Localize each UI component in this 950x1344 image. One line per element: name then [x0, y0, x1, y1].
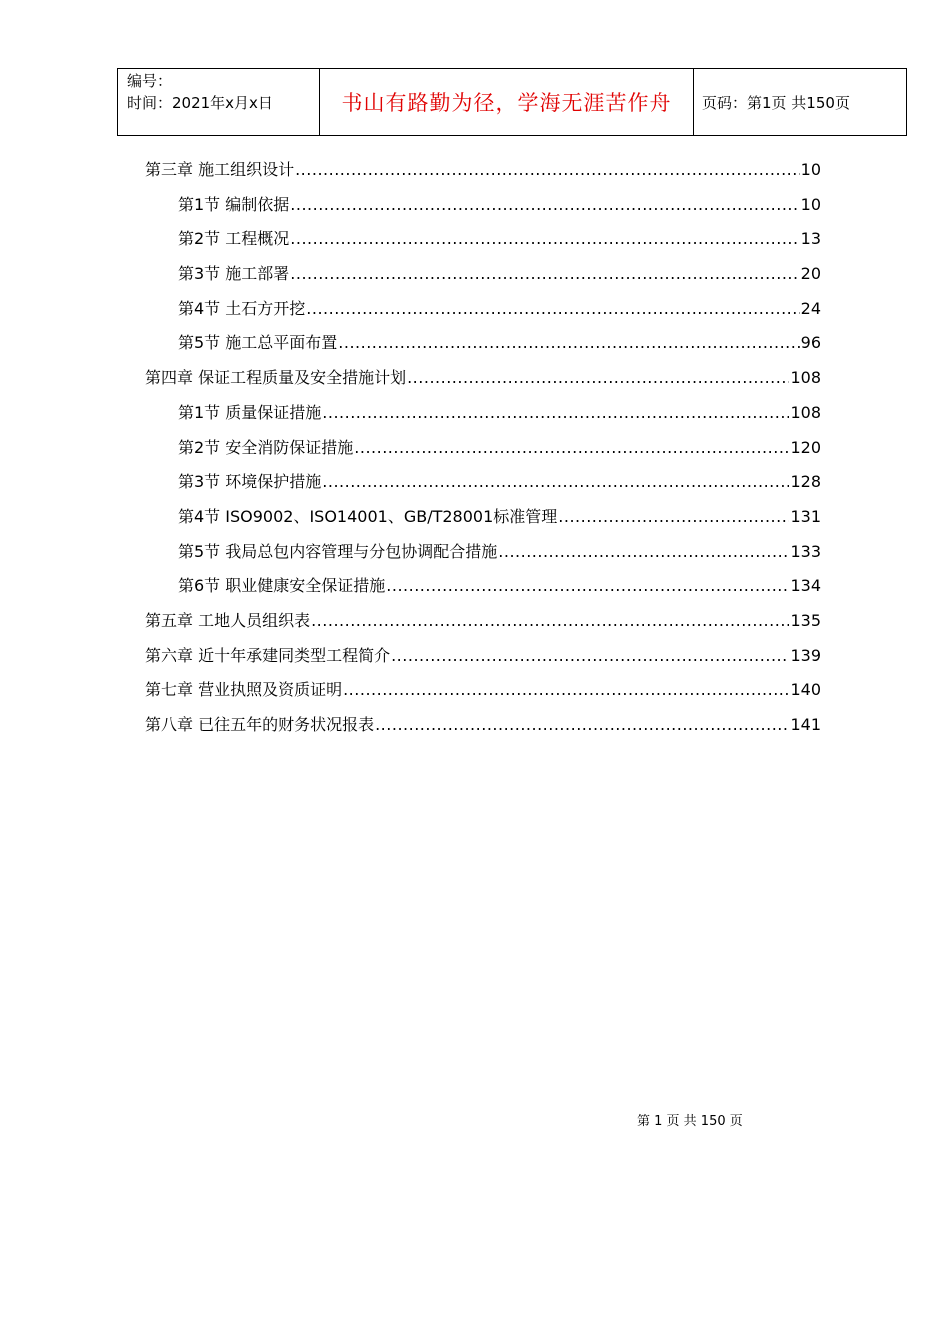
toc-chapter-entry[interactable] [145, 153, 821, 188]
toc-entry-title: 第6节 职业健康安全保证措施 [178, 576, 386, 596]
toc-entry-page: 13 [800, 229, 821, 249]
header-motto-cell [320, 69, 694, 136]
toc-section-entry[interactable] [145, 535, 821, 570]
toc-entry-title: 第4节 ISO9002、ISO14001、GB/T28001标准管理 [178, 506, 558, 526]
toc-section-entry[interactable] [145, 431, 821, 466]
toc-dot-leader [558, 500, 789, 535]
toc-dot-leader [407, 361, 789, 396]
toc-section-entry[interactable] [145, 257, 821, 292]
toc-dot-leader [338, 326, 799, 361]
toc-entry-page: 135 [790, 610, 821, 630]
toc-dot-leader [306, 292, 799, 327]
toc-dot-leader [498, 535, 789, 570]
page-footer: 第 1 页 共 150 页 [637, 1114, 743, 1129]
toc-dot-leader [343, 673, 789, 708]
toc-entry-page: 10 [800, 194, 821, 214]
toc-entry-page: 140 [790, 680, 821, 700]
toc-dot-leader [354, 431, 789, 466]
toc-chapter-entry[interactable] [145, 604, 821, 639]
toc-entry-title: 第四章 保证工程质量及安全措施计划 [145, 368, 407, 388]
toc-entry-page: 139 [790, 645, 821, 665]
toc-entry-title: 第2节 工程概况 [178, 229, 290, 249]
toc-entry-title: 第五章 工地人员组织表 [145, 610, 311, 630]
toc-entry-title: 第4节 土石方开挖 [178, 298, 306, 318]
toc-entry-page: 134 [790, 576, 821, 596]
toc-entry-title: 第3节 环境保护措施 [178, 472, 322, 492]
toc-entry-page: 133 [790, 541, 821, 561]
header-motto: 书山有路勤为径，学海无涯苦作舟 [341, 91, 672, 115]
toc-chapter-entry[interactable] [145, 673, 821, 708]
header-table [117, 68, 907, 136]
toc-entry-title: 第3节 施工部署 [178, 264, 290, 284]
toc-dot-leader [391, 639, 789, 674]
toc-entry-title: 第5节 我局总包内容管理与分包协调配合措施 [178, 541, 498, 561]
toc-entry-page: 108 [790, 368, 821, 388]
toc-entry-page: 24 [800, 298, 821, 318]
toc-section-entry[interactable] [145, 500, 821, 535]
toc-entry-page: 128 [790, 472, 821, 492]
toc-dot-leader [375, 708, 789, 743]
toc-dot-leader [295, 153, 800, 188]
header-info-cell [118, 69, 320, 136]
toc-entry-title: 第三章 施工组织设计 [145, 160, 295, 179]
toc-chapter-entry[interactable] [145, 708, 821, 743]
toc-entry-page: 20 [800, 264, 821, 284]
toc-entry-title: 第六章 近十年承建同类型工程简介 [145, 645, 391, 665]
toc-chapter-entry[interactable] [145, 639, 821, 674]
toc-chapter-entry[interactable] [145, 361, 821, 396]
toc-section-entry[interactable] [145, 188, 821, 223]
toc-section-entry[interactable] [145, 222, 821, 257]
toc-entry-title: 第1节 质量保证措施 [178, 402, 322, 422]
toc-entry-title: 第5节 施工总平面布置 [178, 333, 338, 353]
toc-entry-page: 10 [800, 160, 821, 179]
toc-dot-leader [290, 222, 799, 257]
toc-dot-leader [322, 465, 789, 500]
header-page-cell [694, 69, 907, 136]
toc-section-entry[interactable] [145, 569, 821, 604]
toc-entry-title: 第七章 营业执照及资质证明 [145, 680, 343, 700]
toc-entry-page: 120 [790, 437, 821, 457]
toc-dot-leader [386, 569, 789, 604]
toc-entry-page: 108 [790, 402, 821, 422]
toc-dot-leader [290, 257, 799, 292]
document-number-label: 编号： [127, 72, 173, 90]
toc-entry-title: 第2节 安全消防保证措施 [178, 437, 354, 457]
toc-entry-title: 第八章 已往五年的财务状况报表 [145, 715, 375, 734]
toc-section-entry[interactable] [145, 465, 821, 500]
toc-entry-page: 141 [790, 715, 821, 734]
toc-entry-page: 131 [790, 506, 821, 526]
toc-dot-leader [322, 396, 789, 431]
toc-dot-leader [290, 188, 799, 223]
toc-entry-page: 96 [800, 333, 821, 353]
toc-dot-leader [311, 604, 789, 639]
document-time-label: 时间：2021年x月x日 [127, 94, 273, 112]
toc-section-entry[interactable] [145, 396, 821, 431]
toc-section-entry[interactable] [145, 326, 821, 361]
table-of-contents [145, 153, 821, 743]
toc-section-entry[interactable] [145, 292, 821, 327]
toc-entry-title: 第1节 编制依据 [178, 194, 290, 214]
header-page-label: 页码：第1页 共150页 [702, 93, 850, 112]
